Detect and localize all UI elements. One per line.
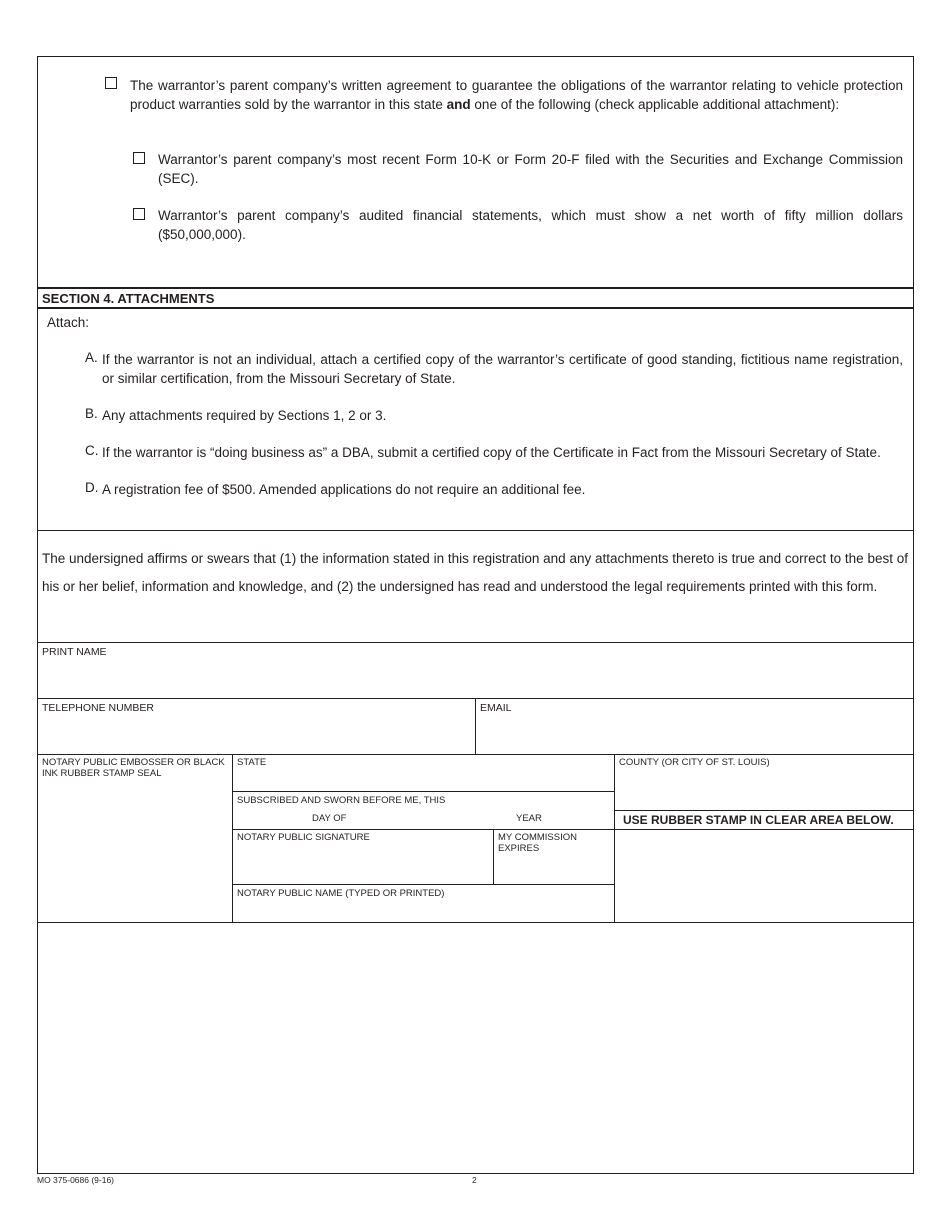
item-d-letter: D. (85, 480, 99, 495)
form-10k-option: Warrantor’s parent company’s most recent Form 10-K or Form 20-F filed with the Securities and Exchange Commission (SEC). (158, 152, 903, 186)
stamp-instruction: USE RUBBER STAMP IN CLEAR AREA BELOW. (623, 813, 894, 827)
subscribed-top-rule (232, 791, 614, 792)
notary-name-top-rule (232, 884, 614, 885)
notary-state-field[interactable] (233, 769, 613, 790)
year-label: YEAR (516, 813, 542, 824)
subscribed-date-field[interactable] (233, 806, 613, 827)
affirmation-text: The undersigned affirms or swears that (1) the information stated in this registration and any attachments thereto is true and correct to the best of his or her belief, information and knowledge, and (2) the undersigned has read and understood the legal requirements printed with this form. (42, 551, 908, 594)
section4-bottom-rule (37, 307, 913, 309)
day-of-label: DAY OF (312, 813, 347, 824)
notary-county-label: COUNTY (OR CITY OF ST. LOUIS) (619, 757, 770, 768)
notary-name-field[interactable] (233, 900, 613, 921)
form-10k-checkbox[interactable] (133, 152, 145, 164)
print-name-top-rule (37, 642, 913, 643)
commission-expires-field[interactable] (494, 856, 613, 883)
notary-state-label: STATE (237, 757, 267, 768)
item-a-text: If the warrantor is not an individual, attach a certified copy of the warrantor’s certificate of good standing, fictitious name registration, or similar certification, from the Missouri Secretary of State. (102, 352, 903, 386)
telephone-field[interactable] (38, 716, 474, 753)
notary-signature-label: NOTARY PUBLIC SIGNATURE (237, 832, 370, 843)
notary-name-label: NOTARY PUBLIC NAME (TYPED OR PRINTED) (237, 888, 445, 899)
stamp-instruction-top-rule (614, 810, 913, 811)
page-number: 2 (472, 1175, 477, 1185)
section4-title: SECTION 4. ATTACHMENTS (42, 291, 215, 306)
item-a-letter: A. (85, 350, 98, 365)
email-field[interactable] (476, 716, 912, 753)
notary-county-field[interactable] (615, 769, 912, 809)
audited-statements-option: Warrantor’s parent company’s audited financial statements, which must show a net worth of fifty million dollars ($50,000,000). (158, 208, 903, 242)
subscribed-label: SUBSCRIBED AND SWORN BEFORE ME, THIS (237, 795, 446, 806)
audited-statements-checkbox[interactable] (133, 208, 145, 220)
item-b-letter: B. (85, 406, 98, 421)
print-name-field[interactable] (38, 660, 912, 697)
notary-seal-label: NOTARY PUBLIC EMBOSSER OR BLACK INK RUBBER STAMP SEAL (42, 757, 225, 779)
item-d-text: A registration fee of $500. Amended applications do not require an additional fee. (102, 482, 586, 497)
signature-top-rule (232, 829, 913, 830)
email-label: EMAIL (480, 702, 512, 714)
affirmation-top-rule (37, 530, 913, 531)
telephone-label: TELEPHONE NUMBER (42, 702, 155, 714)
item-b-text: Any attachments required by Sections 1, 2 or 3. (102, 408, 387, 423)
print-name-label: PRINT NAME (42, 646, 107, 658)
notary-top-rule (37, 754, 913, 755)
parent-guarantee-checkbox[interactable] (105, 77, 117, 89)
commission-label: MY COMMISSION EXPIRES (498, 832, 577, 854)
section4-top-rule (37, 287, 913, 289)
parent-guarantee-text: The warrantor’s parent company’s written agreement to guarantee the obligations of the warrantor relating to vehicle protection product warranties sold by the warrantor in this state and one of the following (check applicable additional attachment): (130, 78, 903, 112)
item-c-text: If the warrantor is “doing business as” a DBA, submit a certified copy of the Certificate in Fact from the Missouri Secretary of State. (102, 445, 881, 460)
notary-signature-field[interactable] (233, 845, 492, 883)
item-c-letter: C. (85, 443, 99, 458)
attach-intro: Attach: (47, 315, 90, 330)
rubber-stamp-area (38, 923, 912, 1172)
form-number: MO 375-0686 (9-16) (37, 1175, 115, 1185)
